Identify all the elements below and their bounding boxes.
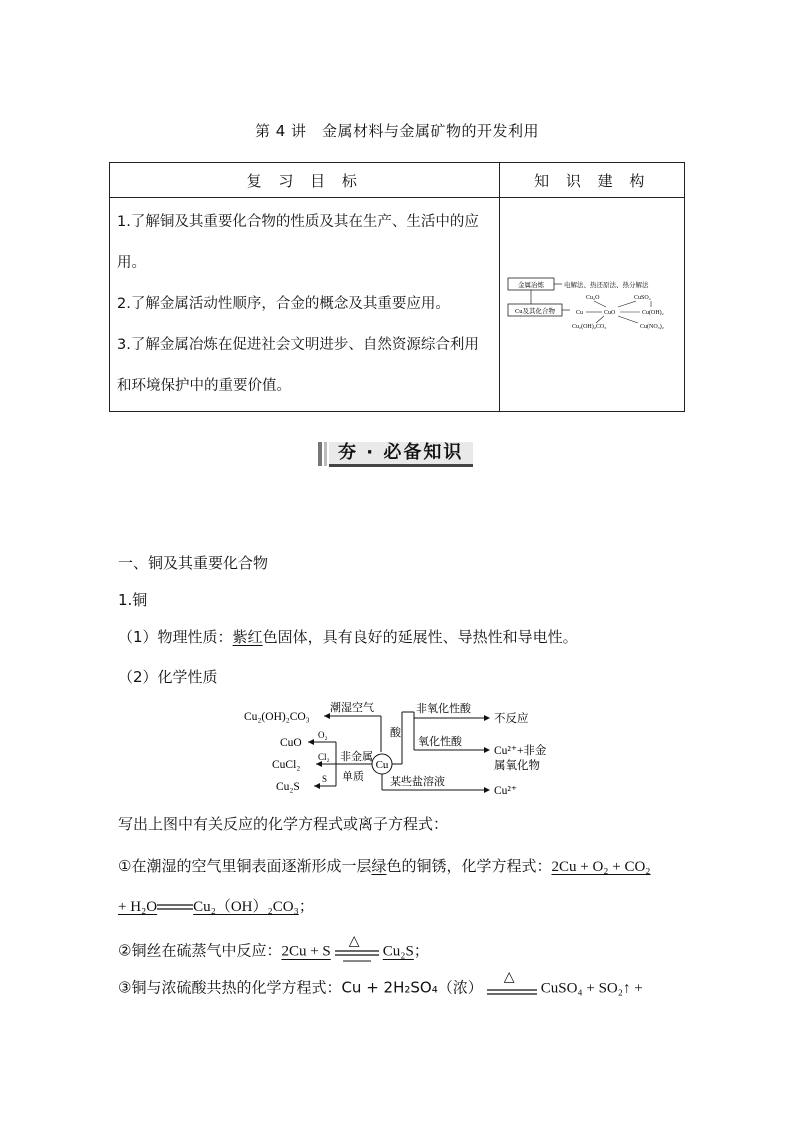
phys-rest: 色固体，具有良好的延展性、导热性和导电性。 bbox=[262, 628, 578, 646]
diag-cu2oh2co3: Cu₂(OH)₂CO₃ bbox=[244, 711, 310, 723]
equals-sign bbox=[157, 900, 193, 914]
equation-1-line-1 bbox=[118, 855, 651, 876]
diag-cu2s: Cu₂S bbox=[276, 781, 300, 793]
phys-answer: 紫红 bbox=[232, 628, 263, 646]
diag-cu2plus: Cu²⁺ bbox=[494, 785, 517, 797]
instruction: 写出上图中有关反应的化学方程式或离子方程式： bbox=[118, 815, 449, 833]
diag-center-cu: Cu bbox=[375, 759, 389, 771]
diag-cucl2: CuCl₂ bbox=[272, 759, 301, 771]
phys-prefix: （1）物理性质： bbox=[118, 628, 233, 646]
section-banner bbox=[318, 440, 474, 467]
eq1-text2: 色的铜锈，化学方程式： bbox=[386, 857, 552, 875]
diag-o2: O₂ bbox=[318, 730, 328, 740]
goal-item: 1.了解铜及其重要化合物的性质及其在生产、生活中的应用。 bbox=[117, 214, 479, 271]
diag-simple: 单质 bbox=[342, 771, 364, 783]
eq1-text: ①在潮湿的空气里铜表面逐渐形成一层 bbox=[118, 857, 372, 875]
eq2-end: ； bbox=[413, 941, 429, 960]
diag-s: S bbox=[322, 774, 328, 784]
diag-salt: 某些盐溶液 bbox=[390, 776, 445, 788]
diag-nonox-acid: 非氧化性酸 bbox=[416, 703, 471, 715]
knowledge-map-diagram bbox=[506, 272, 678, 334]
map-cuso4: CuSO₄ bbox=[634, 294, 651, 301]
goal-item: 3.了解金属冶炼在促进社会文明进步、自然资源综合利用和环境保护中的重要价值。 bbox=[117, 337, 479, 394]
map-box-smelting: 金属冶炼 bbox=[518, 281, 545, 289]
diag-ox-product-2: 属氧化物 bbox=[494, 760, 540, 772]
eq1-answer-2a: + H₂O bbox=[118, 899, 158, 915]
heat-arrow bbox=[487, 969, 537, 1001]
map-cuno32: Cu(NO₃)₂ bbox=[640, 323, 665, 330]
heat-arrow bbox=[335, 933, 379, 966]
heat-symbol: △ bbox=[348, 933, 360, 949]
eq2-rhs: Cu₂S bbox=[382, 943, 414, 960]
goal-item: 2.了解金属活动性顺序，合金的概念及其重要应用。 bbox=[117, 296, 450, 312]
diag-ox-product-1: Cu²⁺+非金 bbox=[494, 745, 547, 757]
header-review-goals: 复 习 目 标 bbox=[110, 163, 500, 198]
diag-cuo: CuO bbox=[280, 737, 302, 749]
map-cuo: CuO bbox=[604, 309, 616, 316]
header-knowledge-map: 知 识 建 构 bbox=[500, 163, 685, 198]
eq3-text: ③铜与浓硫酸共热的化学方程式：Cu + 2H₂SO₄（浓） bbox=[118, 978, 483, 997]
diag-humid-air: 潮湿空气 bbox=[330, 702, 374, 714]
diag-nonmetal: 非金属 bbox=[340, 751, 373, 763]
diag-acid: 酸 bbox=[390, 727, 401, 739]
equation-1-line-2 bbox=[118, 895, 314, 916]
equation-3 bbox=[118, 969, 643, 1001]
subsection-heading: 1.铜 bbox=[118, 591, 148, 609]
section-heading: 一、铜及其重要化合物 bbox=[118, 554, 269, 572]
banner-bar bbox=[318, 442, 322, 466]
equation-2 bbox=[118, 933, 429, 966]
eq1-answer-1: 2Cu + O₂ + CO₂ bbox=[551, 859, 651, 875]
goals-cell bbox=[110, 198, 500, 412]
map-box-copper: Cu及其化合物 bbox=[515, 307, 556, 315]
eq1-green: 绿 bbox=[371, 857, 387, 875]
diag-cl2: Cl₂ bbox=[318, 752, 330, 762]
diag-ox-acid: 氧化性酸 bbox=[418, 736, 462, 748]
eq1-end: ； bbox=[298, 897, 314, 915]
eq3-rhs: CuSO₄ + SO₂↑ + bbox=[540, 980, 643, 997]
knowledge-map-cell bbox=[500, 198, 685, 412]
map-smelting-methods: 电解法、热还原法、热分解法 bbox=[564, 281, 649, 289]
banner-title: 夯 · 必备知识 bbox=[338, 442, 464, 463]
map-cu2oh2co3: Cu₂(OH)₂CO₃ bbox=[572, 323, 607, 330]
physical-properties bbox=[118, 626, 578, 647]
heat-symbol: △ bbox=[503, 969, 515, 985]
page-title: 第 4 讲 金属材料与金属矿物的开发利用 bbox=[254, 122, 540, 140]
eq2-lhs: 2Cu + S bbox=[281, 943, 331, 960]
chemical-properties-title: （2）化学性质 bbox=[118, 668, 218, 686]
map-cu: Cu bbox=[576, 309, 584, 316]
diag-no-reaction: 不反应 bbox=[494, 713, 529, 725]
objectives-table bbox=[109, 162, 685, 412]
banner-bar bbox=[324, 442, 327, 466]
eq2-text: ②铜丝在硫蒸气中反应： bbox=[118, 941, 282, 960]
map-cuoh2: Cu(OH)₂ bbox=[642, 309, 664, 316]
map-cu2o: Cu₂O bbox=[586, 294, 600, 301]
eq1-answer-2b: Cu₂（OH）₂CO₃ bbox=[193, 899, 299, 915]
copper-reaction-diagram bbox=[238, 694, 558, 798]
